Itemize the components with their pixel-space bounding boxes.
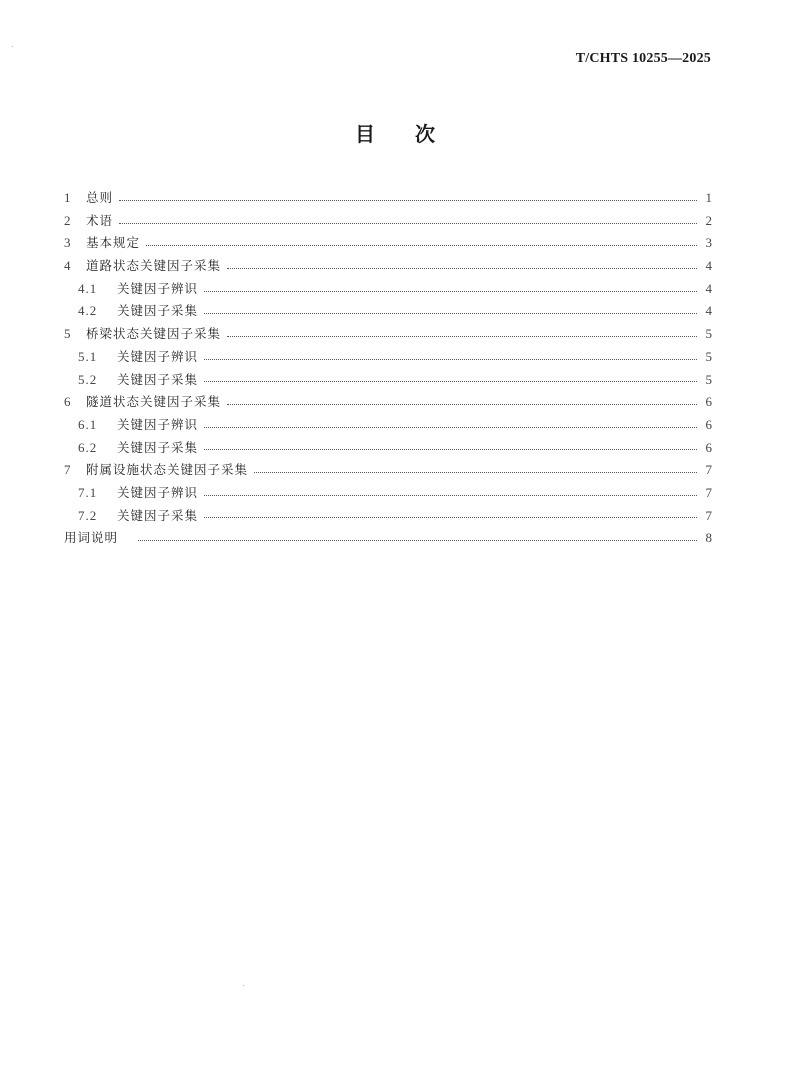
toc-entry-number: 6.1 xyxy=(78,416,98,432)
toc-dot-leader xyxy=(204,291,697,292)
toc-entry[interactable] xyxy=(64,210,712,233)
toc-dot-leader xyxy=(254,472,697,473)
toc-entry-number: 5.2 xyxy=(78,371,98,387)
toc-dot-leader xyxy=(204,313,697,314)
toc-entry-page-number: 7 xyxy=(705,462,712,478)
toc-entry-page-number: 5 xyxy=(705,371,712,387)
toc-dot-leader xyxy=(138,540,697,541)
toc-dot-leader xyxy=(204,495,697,496)
scan-speck xyxy=(12,46,13,47)
toc-entry-label: 桥梁状态关键因子采集 xyxy=(86,326,222,342)
toc-entry-label: 关键因子辨识 xyxy=(117,484,199,500)
toc-entry-label: 关键因子辨识 xyxy=(117,416,199,432)
toc-entry-label: 隧道状态关键因子采集 xyxy=(86,394,222,410)
toc-entry[interactable] xyxy=(64,527,712,550)
toc-entry-number: 7.1 xyxy=(78,484,98,500)
toc-subsection-entry[interactable] xyxy=(64,369,712,392)
toc-dot-leader xyxy=(227,404,697,405)
toc-entry-number: 5 xyxy=(64,326,71,342)
toc-dot-leader xyxy=(204,517,697,518)
toc-subsection-entry[interactable] xyxy=(64,482,712,505)
scan-speck xyxy=(243,985,244,986)
toc-entry-number: 1 xyxy=(64,190,71,205)
toc-entry-number: 2 xyxy=(64,212,71,228)
toc-entry[interactable] xyxy=(64,187,712,210)
toc-entry-label: 关键因子采集 xyxy=(117,439,199,455)
toc-entry-page-number: 4 xyxy=(705,258,712,274)
toc-title-char-2: 次 xyxy=(415,122,435,146)
toc-dot-leader xyxy=(227,268,697,269)
toc-entry[interactable] xyxy=(64,459,712,482)
toc-entry-page-number: 6 xyxy=(705,416,712,432)
toc-entry-label: 用词说明 xyxy=(64,530,119,546)
toc-dot-leader xyxy=(204,359,697,360)
toc-entry-page-number: 5 xyxy=(705,348,712,364)
toc-entry-number: 6 xyxy=(64,394,71,410)
toc-entry-label: 关键因子采集 xyxy=(117,507,199,523)
toc-entry-label: 关键因子辨识 xyxy=(117,280,199,296)
toc-entry-page-number: 6 xyxy=(705,439,712,455)
toc-entry-page-number: 8 xyxy=(705,530,712,546)
toc-subsection-entry[interactable] xyxy=(64,437,712,460)
toc-entry-number: 7.2 xyxy=(78,507,98,523)
toc-entry-number: 4.2 xyxy=(78,303,98,319)
toc-entry-label: 术语 xyxy=(86,212,114,228)
toc-entry-label: 关键因子采集 xyxy=(117,371,199,387)
toc-entry[interactable] xyxy=(64,255,712,278)
toc-dot-leader xyxy=(119,200,697,201)
toc-dot-leader xyxy=(119,223,697,224)
toc-entry-page-number: 4 xyxy=(705,280,712,296)
toc-entry-label: 总则 xyxy=(86,190,114,205)
toc-entry-label: 基本规定 xyxy=(86,235,141,251)
toc-entry[interactable] xyxy=(64,323,712,346)
toc-entry-number: 6.2 xyxy=(78,439,98,455)
toc-entry-page-number: 6 xyxy=(705,394,712,410)
toc-entry-page-number: 1 xyxy=(705,190,712,205)
toc-entry[interactable] xyxy=(64,391,712,414)
toc-subsection-entry[interactable] xyxy=(64,414,712,437)
toc-entry-label: 关键因子辨识 xyxy=(117,348,199,364)
toc-title-char-1: 目 xyxy=(355,122,375,146)
toc-dot-leader xyxy=(227,336,697,337)
toc-entry-label: 道路状态关键因子采集 xyxy=(86,258,222,274)
toc-entry-number: 5.1 xyxy=(78,348,98,364)
toc-subsection-entry[interactable] xyxy=(64,505,712,528)
toc-entry-page-number: 3 xyxy=(705,235,712,251)
toc-title xyxy=(0,118,790,147)
toc-entry-page-number: 5 xyxy=(705,326,712,342)
toc-dot-leader xyxy=(146,245,697,246)
toc-entry[interactable] xyxy=(64,232,712,255)
toc-dot-leader xyxy=(204,449,697,450)
toc-dot-leader xyxy=(204,427,697,428)
toc-entry-page-number: 2 xyxy=(705,212,712,228)
toc-entry-page-number: 7 xyxy=(705,484,712,500)
toc-entry-label: 关键因子采集 xyxy=(117,303,199,319)
toc-entry-label: 附属设施状态关键因子采集 xyxy=(86,462,249,478)
standard-number: T/CHTS 10255—2025 xyxy=(575,51,711,66)
toc-entry-number: 7 xyxy=(64,462,71,478)
toc-entry-page-number: 4 xyxy=(705,303,712,319)
toc-subsection-entry[interactable] xyxy=(64,278,712,301)
toc-entry-number: 4.1 xyxy=(78,280,98,296)
toc-subsection-entry[interactable] xyxy=(64,300,712,323)
toc-subsection-entry[interactable] xyxy=(64,346,712,369)
table-of-contents xyxy=(64,187,712,550)
toc-dot-leader xyxy=(204,381,697,382)
toc-entry-number: 3 xyxy=(64,235,71,251)
toc-entry-number: 4 xyxy=(64,258,71,274)
toc-entry-page-number: 7 xyxy=(705,507,712,523)
